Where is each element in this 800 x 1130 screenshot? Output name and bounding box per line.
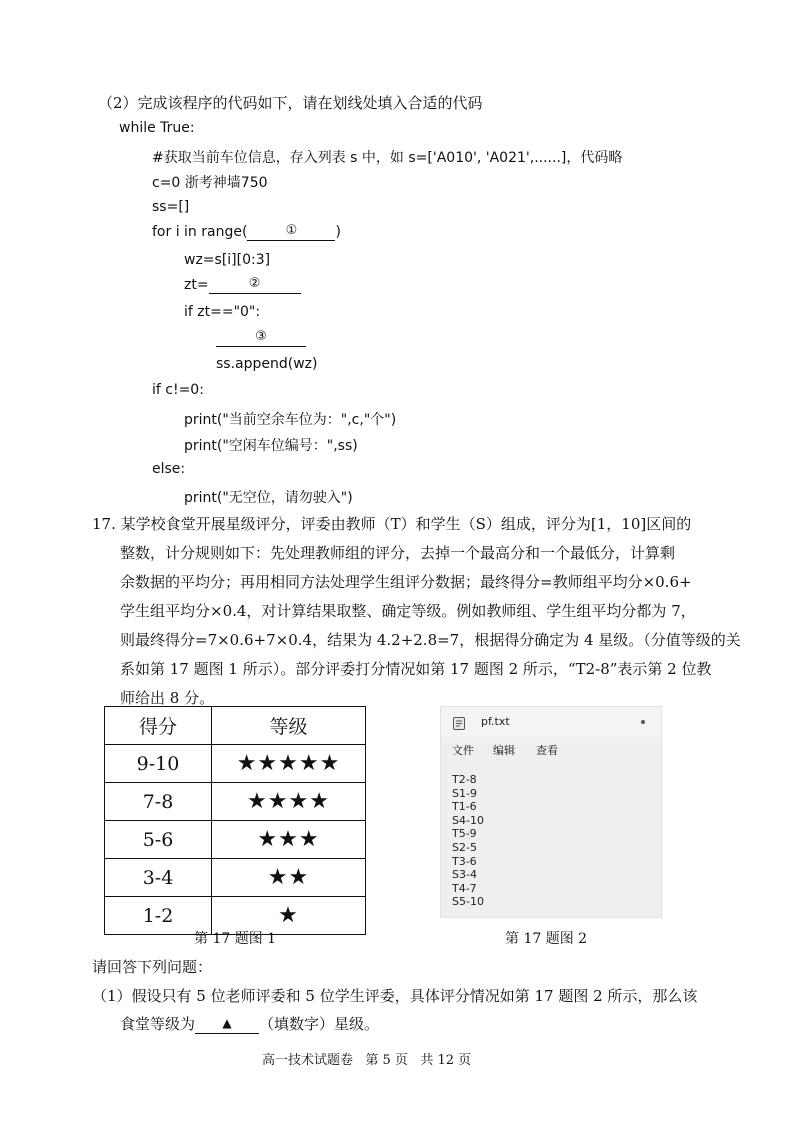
- q17-line-7: 师给出 8 分。: [120, 689, 215, 707]
- blank-1: [247, 224, 335, 241]
- text-line: T3-6: [452, 854, 477, 868]
- q1-line-2: [120, 1013, 379, 1034]
- blank-3-mark: ③: [255, 329, 267, 344]
- table-row: [105, 783, 366, 821]
- table-cell-score: 3-4: [105, 859, 212, 897]
- text-line: T1-6: [452, 800, 477, 814]
- q17-line-1: 17. 某学校食堂开展星级评分，评委由教师（T）和学生（S）组成，评分为[1，10]区间的: [92, 515, 692, 533]
- text-line: T5-9: [452, 827, 477, 841]
- table-header-row: [105, 707, 366, 745]
- q17-line-3: 余数据的平均分；再用相同方法处理学生组评分数据；最终得分=教师组平均分×0.6+: [120, 573, 692, 591]
- table-cell-score: 5-6: [105, 821, 212, 859]
- q17-line-2: 整数，计分规则如下：先处理教师组的评分，去掉一个最高分和一个最低分，计算剩: [120, 544, 676, 562]
- figure-1-caption: 第 17 题图 1: [194, 931, 277, 947]
- page-footer: 高一技术试题卷 第 5 页 共 12 页: [262, 1053, 472, 1068]
- notepad-tab-title[interactable]: pf.txt: [481, 715, 510, 728]
- triangle-icon: ▲: [222, 1016, 232, 1030]
- text-line: S4-10: [452, 813, 484, 827]
- code-for-suffix: ): [335, 224, 341, 240]
- blank-2: [209, 277, 301, 294]
- code-while-line: while True:: [119, 120, 195, 136]
- blank-1-mark: ①: [285, 223, 298, 238]
- grade-table: [104, 706, 366, 935]
- figure-2-caption: 第 17 题图 2: [505, 931, 588, 947]
- table-header-grade: 等级: [212, 707, 366, 745]
- table-row: [105, 859, 366, 897]
- q1-line-2-suffix: （填数字）星级。: [259, 1015, 380, 1033]
- notepad-menubar: [441, 737, 661, 763]
- code-zt-line: [184, 277, 301, 294]
- star-icon-group: ★★: [212, 859, 366, 897]
- code-print3: print("无空位，请勿驶入"): [184, 490, 353, 506]
- star-icon-group: ★★★★★: [212, 745, 366, 783]
- notepad-icon: [453, 715, 465, 728]
- code-zt-prefix: zt=: [184, 277, 209, 293]
- star-icon-group: ★: [212, 897, 366, 935]
- notepad-titlebar: [441, 707, 661, 737]
- code-wz-line: wz=s[i][0:3]: [184, 252, 271, 268]
- q17-line-5: 则最终得分=7×0.6+7×0.4，结果为 4.2+2.8=7，根据得分确定为 4 星级。（分值等级的关: [120, 631, 741, 649]
- star-icon-group: ★★★: [212, 821, 366, 859]
- table-cell-score: 7-8: [105, 783, 212, 821]
- code-for-line: [152, 224, 341, 241]
- blank-3: [216, 330, 306, 347]
- blank-2-mark: ②: [248, 276, 261, 291]
- code-c-init: c=0 浙考神墙750: [152, 175, 268, 191]
- text-line: T4-7: [452, 881, 477, 895]
- menu-item-view[interactable]: 查看: [536, 744, 558, 757]
- tab-dot-icon[interactable]: [641, 720, 645, 724]
- code-comment-line: #获取当前车位信息，存入列表 s 中，如 s=['A010', 'A021',......]，代码略: [152, 150, 623, 166]
- code-if-c-line: if c!=0:: [152, 382, 204, 398]
- q1-line-1: （1）假设只有 5 位老师评委和 5 位学生评委，具体评分情况如第 17 题图 2 所示，那么该: [92, 987, 698, 1005]
- q17-line-4: 学生组平均分×0.4，对计算结果取整、确定等级。例如教师组、学生组平均分都为 7，: [120, 602, 696, 620]
- code-ss-init: ss=[]: [152, 199, 190, 215]
- code-print1: print("当前空余车位为：",c,"个"): [184, 412, 397, 428]
- table-row: [105, 821, 366, 859]
- code-if-zt-line: if zt=="0":: [184, 304, 261, 320]
- code-append-line: ss.append(wz): [216, 356, 318, 372]
- code-for-prefix: for i in range(: [152, 224, 248, 240]
- text-line: T2-8: [452, 773, 477, 786]
- table-cell-score: 9-10: [105, 745, 212, 783]
- text-line: S3-4: [452, 868, 477, 882]
- part2-intro: （2）完成该程序的代码如下，请在划线处填入合适的代码: [98, 94, 483, 112]
- text-line: S1-9: [452, 786, 477, 800]
- code-blank3-line: [216, 330, 306, 347]
- answer-prompt: 请回答下列问题：: [92, 958, 213, 976]
- notepad-text-area[interactable]: [452, 773, 484, 909]
- text-line: S5-10: [452, 895, 484, 909]
- text-line: S2-5: [452, 840, 477, 854]
- menu-item-edit[interactable]: 编辑: [493, 744, 515, 757]
- table-header-score: 得分: [105, 707, 212, 745]
- table-row: [105, 745, 366, 783]
- menu-item-file[interactable]: 文件: [452, 744, 474, 757]
- code-print2: print("空闲车位编号：",ss): [184, 438, 358, 454]
- code-else-line: else:: [152, 461, 186, 477]
- star-icon-group: ★★★★: [212, 783, 366, 821]
- answer-blank: [195, 1015, 259, 1034]
- table-cell-score: 1-2: [105, 897, 212, 935]
- q17-line-6: 系如第 17 题图 1 所示）。部分评委打分情况如第 17 题图 2 所示，“T2-8”表示第 2 位教: [120, 660, 712, 678]
- q1-line-2-prefix: 食堂等级为: [120, 1015, 196, 1033]
- notepad-window: [440, 706, 662, 918]
